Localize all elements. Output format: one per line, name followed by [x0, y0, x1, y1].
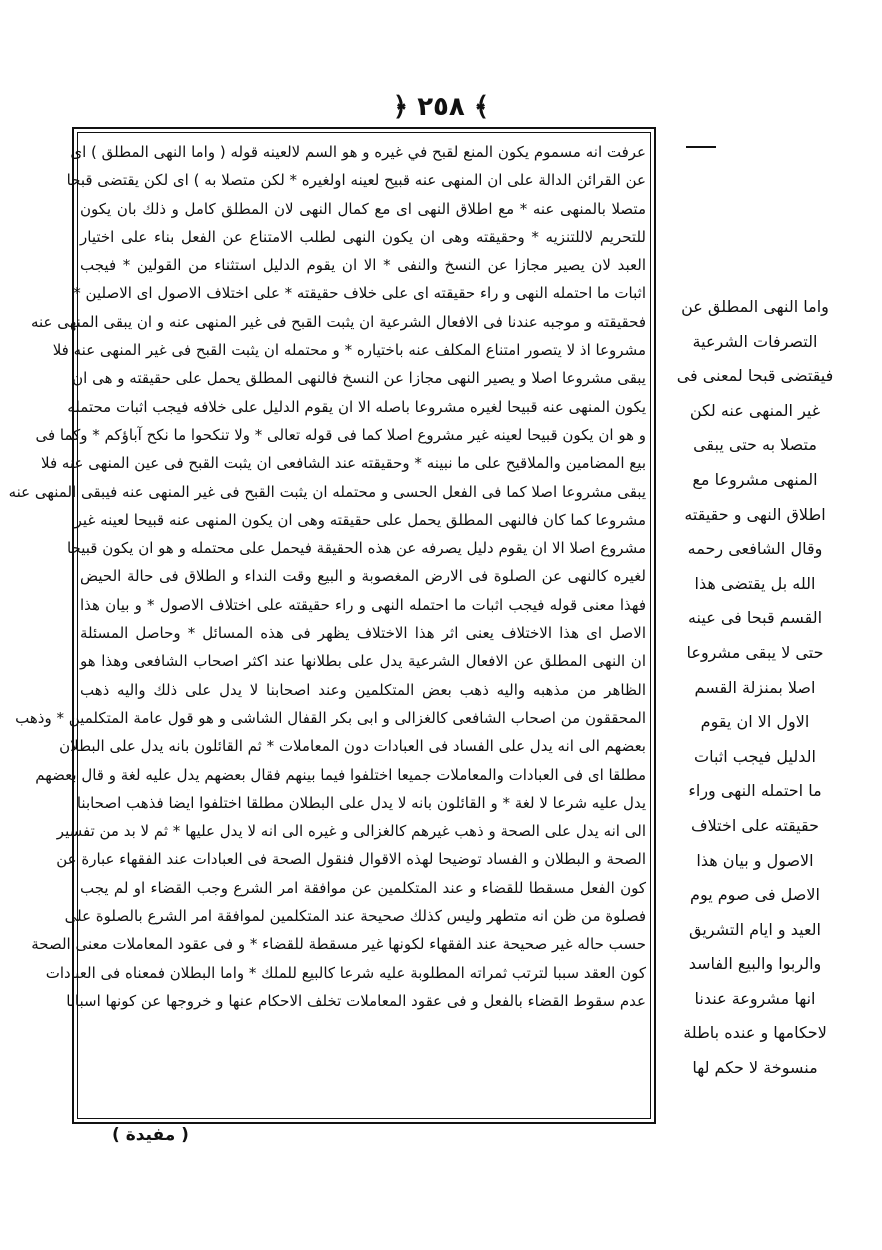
- margin-text-line: حقيقته على اختلاف: [691, 815, 819, 835]
- margin-text-line: القسم قبحا فى عينه: [687, 608, 823, 628]
- main-text-line: الى انه يدل على الصحة و ذهب غيرهم كالغزالى و غيره الى انه لا يدل عليها * ثم لا بد من تفسير: [56, 822, 646, 841]
- margin-text-line: انها مشروعة عندنا: [694, 988, 816, 1008]
- margin-text-line: المنهى مشروعا مع: [692, 469, 818, 489]
- main-text-line: الظاهر من مذهبه واليه ذهب بعض المتكلمين وعند اصحابنا لا يدل على ذلك واليه ذهب: [80, 680, 646, 699]
- main-text-line: مشروعا كما كان فالنهى المطلق يحمل على حقيقته وهى ان يكون المنهى عنه قبيحا لعينه غير: [74, 510, 646, 529]
- margin-text-line: وقال الشافعى رحمه: [687, 539, 823, 559]
- margin-text-line: الاصول و بيان هذا: [696, 850, 814, 870]
- margin-text-line: التصرفات الشرعية: [692, 331, 818, 351]
- margin-text-line: والربوا والبيع الفاسد: [688, 954, 822, 974]
- main-text-line: عدم سقوط القضاء بالفعل و فى عقود المعاملات تخلف الاحكام عنها و خروجها عن كونها اسبابا: [66, 991, 646, 1010]
- main-text-line: مطلقا اى فى العبادات والمعاملات جميعا اختلفوا فيما بينهم فقال بعضهم يدل عليه لغة و قال بعضهم: [35, 765, 646, 784]
- margin-text-line: حتى لا يبقى مشروعا: [686, 642, 824, 662]
- main-text-line: متصلا بالمنهى عنه * مع اطلاق النهى اى مع كمال النهى لان المطلق كامل و ذلك بان يكون: [80, 199, 646, 218]
- main-text-line: المحققون من اصحاب الشافعى كالغزالى و ابى بكر القفال الشاشى و هو قول عامة المتكلمين * وذهب: [15, 708, 646, 727]
- main-text-line: يبقى مشروعا اصلا كما فى الفعل الحسى و محتمله ان يثبت القبح فى غير المنهى عنه فيبقى المنهى عنه: [8, 482, 646, 501]
- main-text-line: الاصل اى هذا الاختلاف يعنى اثر هذا الاختلاف يظهر فى هذه المسائل * وحاصل المسئلة: [80, 624, 646, 643]
- catchword: ( مفيدة ): [112, 1125, 189, 1145]
- main-text-line: لغيره كالنهى عن الصلوة فى الارض المغصوبة و البيع وقت النداء و الطلاق فى حالة الحيض: [80, 567, 646, 586]
- margin-text-line: اطلاق النهى و حقيقته: [684, 504, 826, 524]
- margin-text-line: الاصل فى صوم يوم: [690, 885, 820, 905]
- margin-text-line: العيد و ايام التشريق: [689, 919, 821, 939]
- main-text-line: فهذا معنى قوله فيجب اثبات ما احتمله النهى و راء حقيقته على اختلاف الاصول * و بيان هذا: [80, 595, 646, 614]
- margin-text-line: ما احتمله النهى وراء: [688, 781, 822, 801]
- main-text-line: يكون المنهى عنه قبيحا لغيره مشروعا باصله الا ان يقوم الدليل على خلافه فيجب اثبات محتمله: [67, 397, 646, 416]
- margin-text-line: لاحكامها و عنده باطلة: [683, 1023, 827, 1043]
- main-text-line: عرفت انه مسموم يكون المنع لقبح في غيره و هو السم لالعينه قوله ( واما النهى المطلق ) اى: [70, 143, 646, 161]
- margin-commentary-column: [655, 290, 855, 1078]
- main-text-line: يبقى مشروعا اصلا و يصير النهى مجازا عن النسخ فالنهى المطلق يحمل على حقيقته و هى ان: [72, 369, 646, 388]
- margin-text-line: فيقتضى قبحا لمعنى فى: [676, 366, 834, 386]
- main-text-line: للتحريم لاللتنزيه * وحقيقته وهى ان يكون النهى لطلب الامتناع عن الفعل بناء على اختيار: [80, 227, 646, 246]
- main-text-line: بيع المضامين والملاقيح على ما نبينه * وحقيقته عند الشافعى ان يثبت القبح فى عين المنهى عنه فلا: [41, 454, 646, 473]
- main-text-line: ان النهى المطلق عن الافعال الشرعية يدل على بطلانها عند اكثر اصحاب الشافعى وهذا هو: [80, 652, 646, 671]
- main-text-line: و هو ان يكون قبيحا لعينه غير مشروع اصلا كما فى قوله تعالى * ولا تنكحوا ما نكح آباؤكم * وكما فى: [35, 425, 646, 444]
- main-text-line: العبد لان يصير مجازا عن النسخ والنفى * الا ان يقوم الدليل استثناء من القولين * فيجب: [80, 256, 646, 275]
- main-text-line: الصحة و البطلان و الفساد توضيحا لهذه الاقوال فنقول الصحة فى العبادات عند الفقهاء عبارة عن: [56, 850, 646, 869]
- main-text-line: كون العقد سببا لترتب ثمراته المطلوبة عليه شرعا كالبيع للملك * واما البطلان فمعناه فى العبادات: [45, 963, 646, 982]
- margin-text-line: الدليل فيجب اثبات: [694, 746, 816, 766]
- margin-text-line: اصلا بمنزلة القسم: [694, 677, 816, 697]
- margin-text-line: منسوخة لا حكم لها: [692, 1058, 818, 1078]
- main-text-line: حسب حاله غير صحيحة عند الفقهاء لكونها غير مسقطة للقضاء * و فى عقود المعاملات معنى الصحة: [31, 935, 646, 954]
- main-text-line: فحقيقته و موجبه عندنا فى الافعال الشرعية ان يثبت القبح فى غير المنهى عنه و ان يبقى المنهى عنه: [30, 312, 646, 331]
- margin-separator-dash: [686, 146, 716, 148]
- main-text-line: مشروعا اذ لا يتصور امتناع المكلف عنه باختياره * و محتمله ان يثبت القبح فى غير المنهى عنه فلا: [52, 341, 646, 360]
- page-number: ﴿ ٢٥٨ ﴾: [392, 92, 490, 122]
- main-text-line: بعضهم الى انه يدل على الفساد فى العبادات دون المعاملات * ثم القائلون بانه يدل على البطلان: [59, 737, 646, 756]
- main-text-line: اثبات ما احتمله النهى و راء حقيقته اى على خلاف حقيقته * على اختلاف الاصول اى الاصلين *: [73, 284, 646, 303]
- main-text-line: فصلوة من ظن انه متطهر وليس كذلك صحيحة عند المتكلمين لموافقة امر الشرع بالصلوة على: [64, 907, 646, 926]
- main-text-line: عن القرائن الدالة على ان المنهى عنه قبيح لعينه اولغيره * لكن متصلا به ) اى لكن يقتضى قبحا: [66, 171, 646, 190]
- margin-text-line: متصلا به حتى يبقى: [693, 435, 817, 455]
- margin-text-line: الله بل يقتضى هذا: [694, 573, 816, 593]
- margin-text-line: الاول الا ان يقوم: [700, 712, 810, 732]
- main-text-line: مشروع اصلا الا ان يقوم دليل يصرفه عن هذه الحقيقة فيحمل على محتمله و هو ان يكون قبيحا: [66, 539, 646, 558]
- main-text-column: [8, 138, 646, 1113]
- margin-text-line: واما النهى المطلق عن: [681, 297, 829, 316]
- main-text-line: يدل عليه شرعا لا لغة * و القائلون بانه لا يدل على البطلان مطلقا اختلفوا ايضا فذهب اصحابنا: [76, 793, 646, 812]
- margin-text-line: غير المنهى عنه لكن: [689, 400, 821, 420]
- main-text-line: كون الفعل مسقطا للقضاء و عند المتكلمين عن موافقة امر الشرع وجب القضاء او لم يجب: [80, 878, 646, 897]
